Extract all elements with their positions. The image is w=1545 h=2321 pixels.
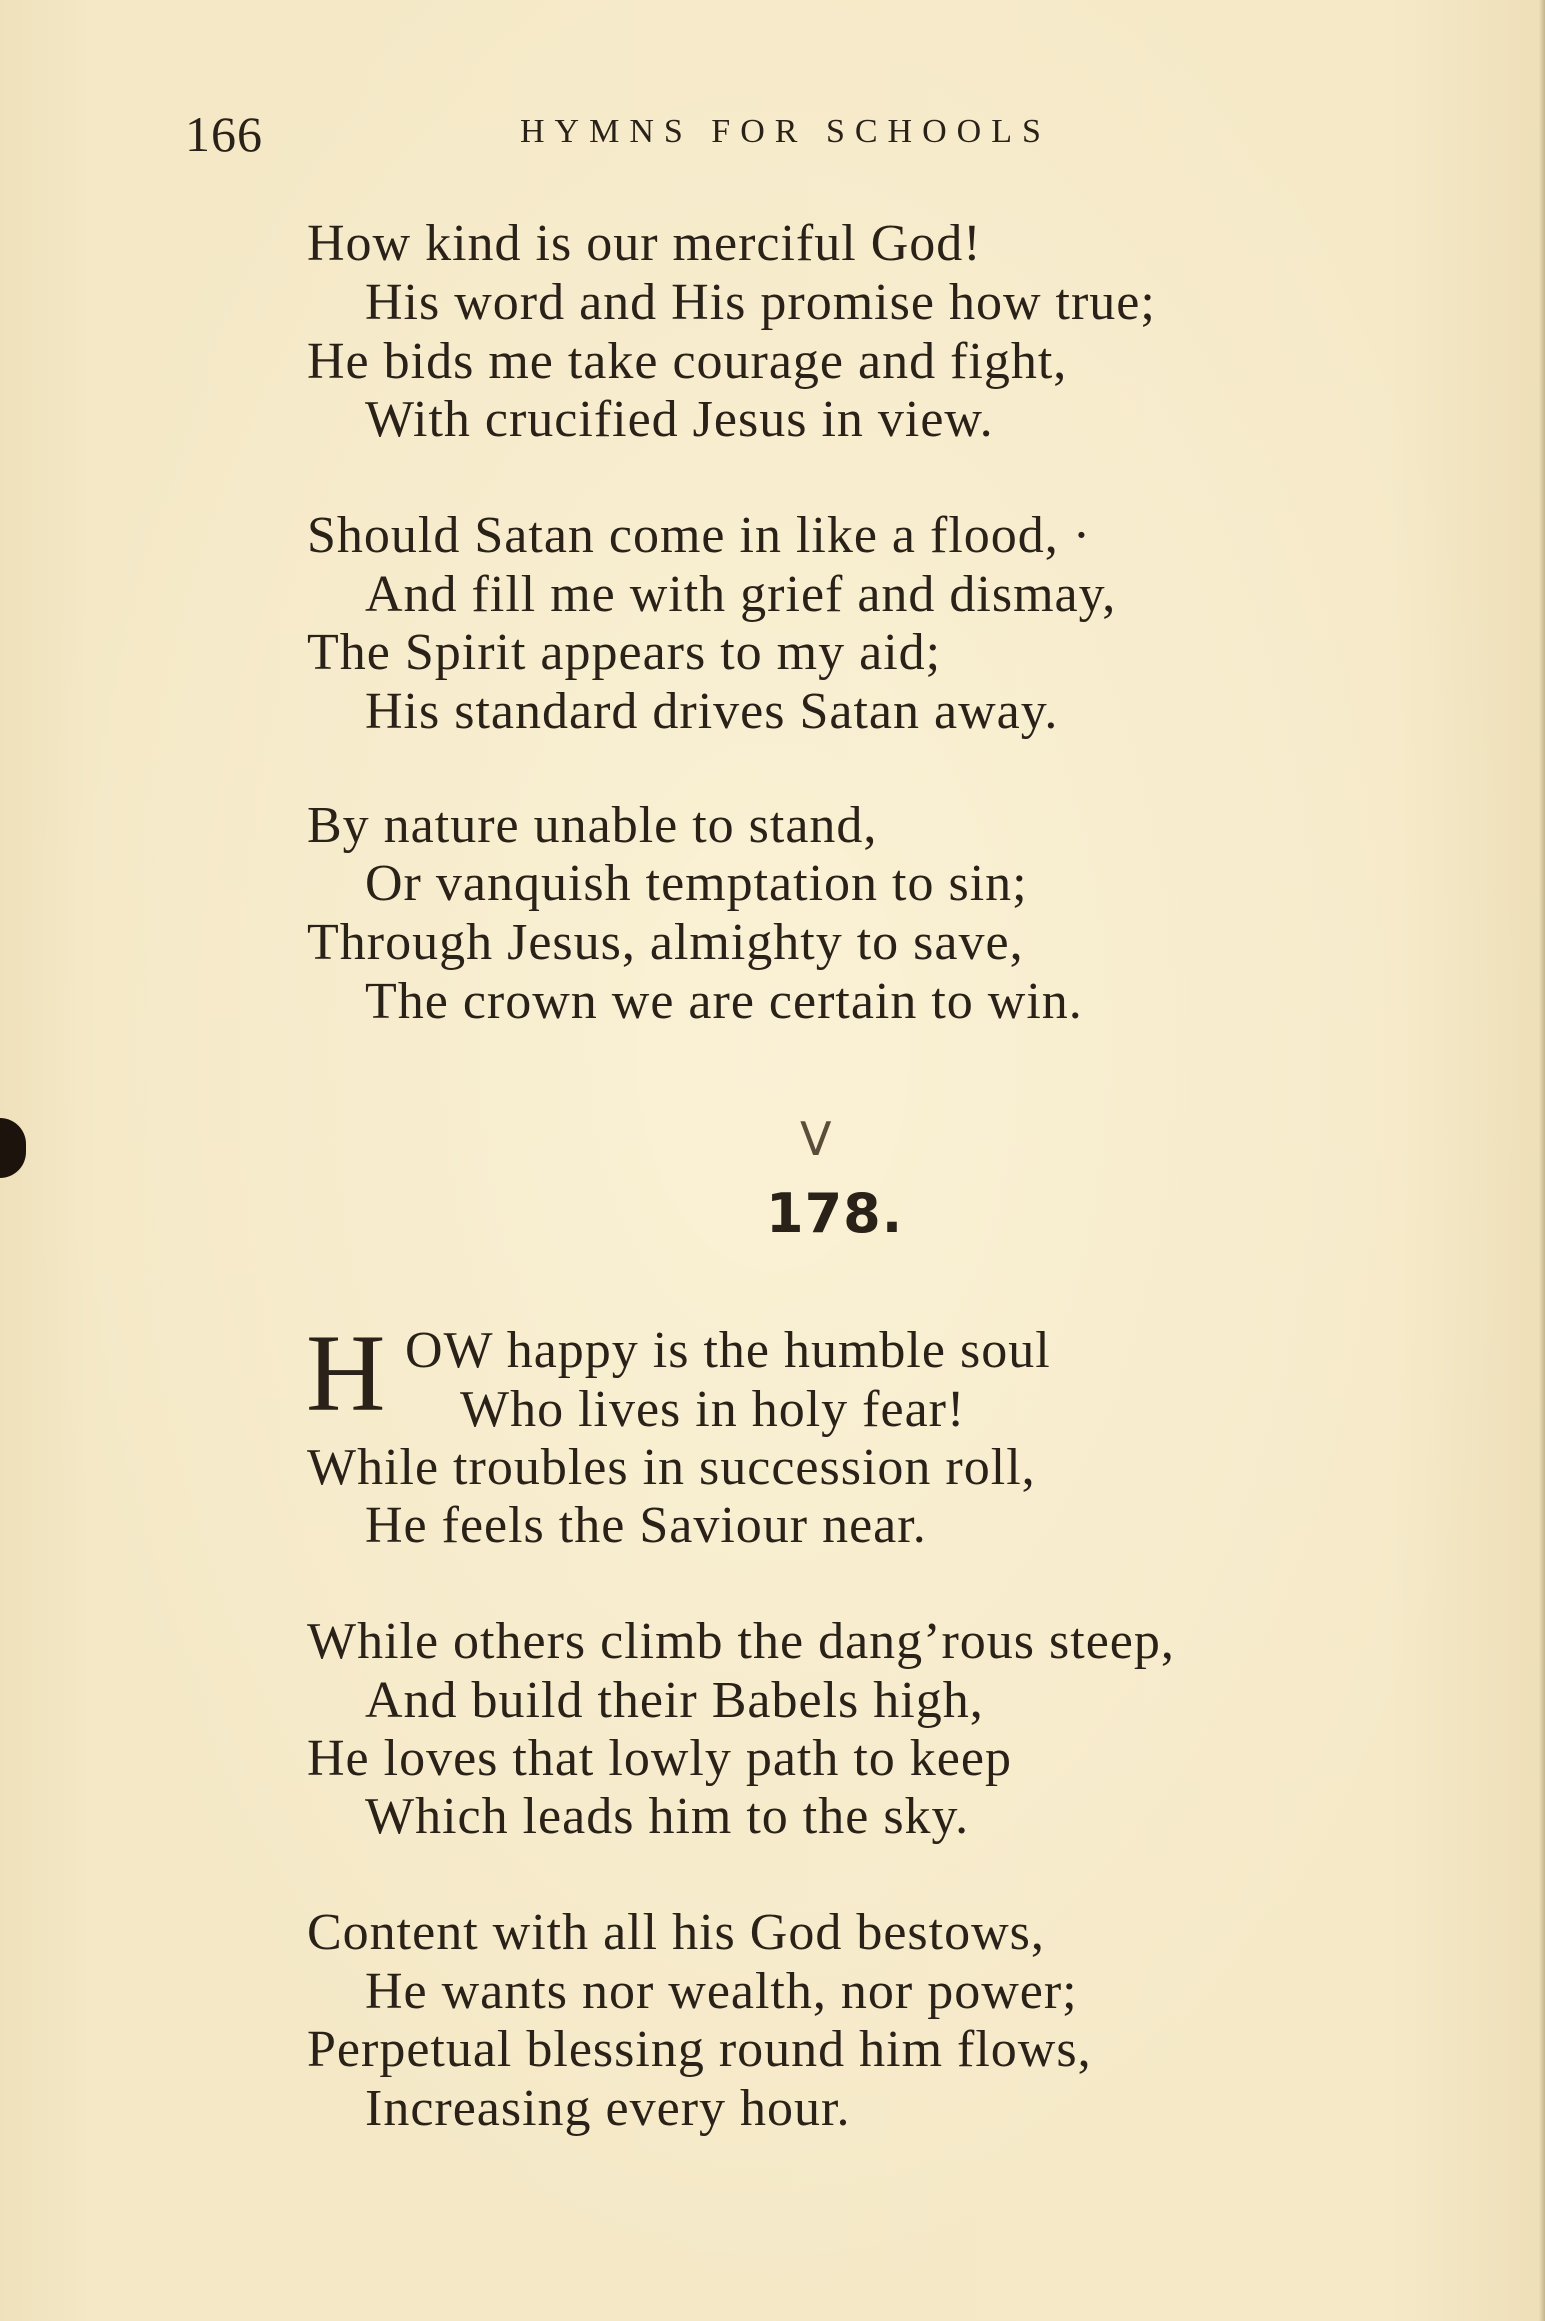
verse-line: Content with all his God bestows, (307, 1904, 1045, 1961)
page-edge-shadow (1539, 0, 1545, 2321)
verse-line: And build their Babels high, (365, 1672, 984, 1729)
verse-line: He wants nor wealth, nor power; (365, 1963, 1078, 2020)
verse-line: And fill me with grief and dismay, (365, 566, 1117, 623)
verse-line: Perpetual blessing round him flows, (307, 2021, 1092, 2078)
verse-line: The crown we are certain to win. (365, 973, 1083, 1030)
verse-line: Increasing every hour. (365, 2080, 851, 2137)
verse-line: His standard drives Satan away. (365, 683, 1059, 740)
verse-line: Or vanquish temptation to sin; (365, 855, 1028, 912)
verse-line: While others climb the dang’rous steep, (307, 1613, 1175, 1670)
verse-line: How kind is our merciful God! (307, 215, 982, 272)
verse-line: While troubles in succession roll, (307, 1439, 1036, 1496)
verse-line: By nature unable to stand, (307, 797, 878, 854)
verse-line: The Spirit appears to my aid; (307, 624, 942, 681)
running-title: HYMNS FOR SCHOOLS (520, 113, 1051, 150)
drop-cap: H (306, 1312, 386, 1434)
binding-edge-mark (0, 1118, 26, 1178)
verse-line: Should Satan come in like a flood, · (307, 507, 1092, 564)
verse-line: He bids me take courage and fight, (307, 333, 1068, 390)
hymn-number: 178. (766, 1182, 904, 1245)
verse-line: He loves that lowly path to keep (307, 1730, 1012, 1787)
verse-line: His word and His promise how true; (365, 274, 1156, 331)
verse-line: With crucified Jesus in view. (365, 391, 994, 448)
verse-line: Through Jesus, almighty to save, (307, 914, 1024, 971)
verse-line: Who lives in holy fear! (460, 1381, 966, 1438)
verse-line: He feels the Saviour near. (365, 1497, 927, 1554)
verse-line: Which leads him to the sky. (365, 1788, 970, 1845)
page-number: 166 (185, 106, 263, 162)
verse-line: OW happy is the humble soul (405, 1322, 1051, 1379)
hymn-check-mark: V (800, 1112, 832, 1166)
